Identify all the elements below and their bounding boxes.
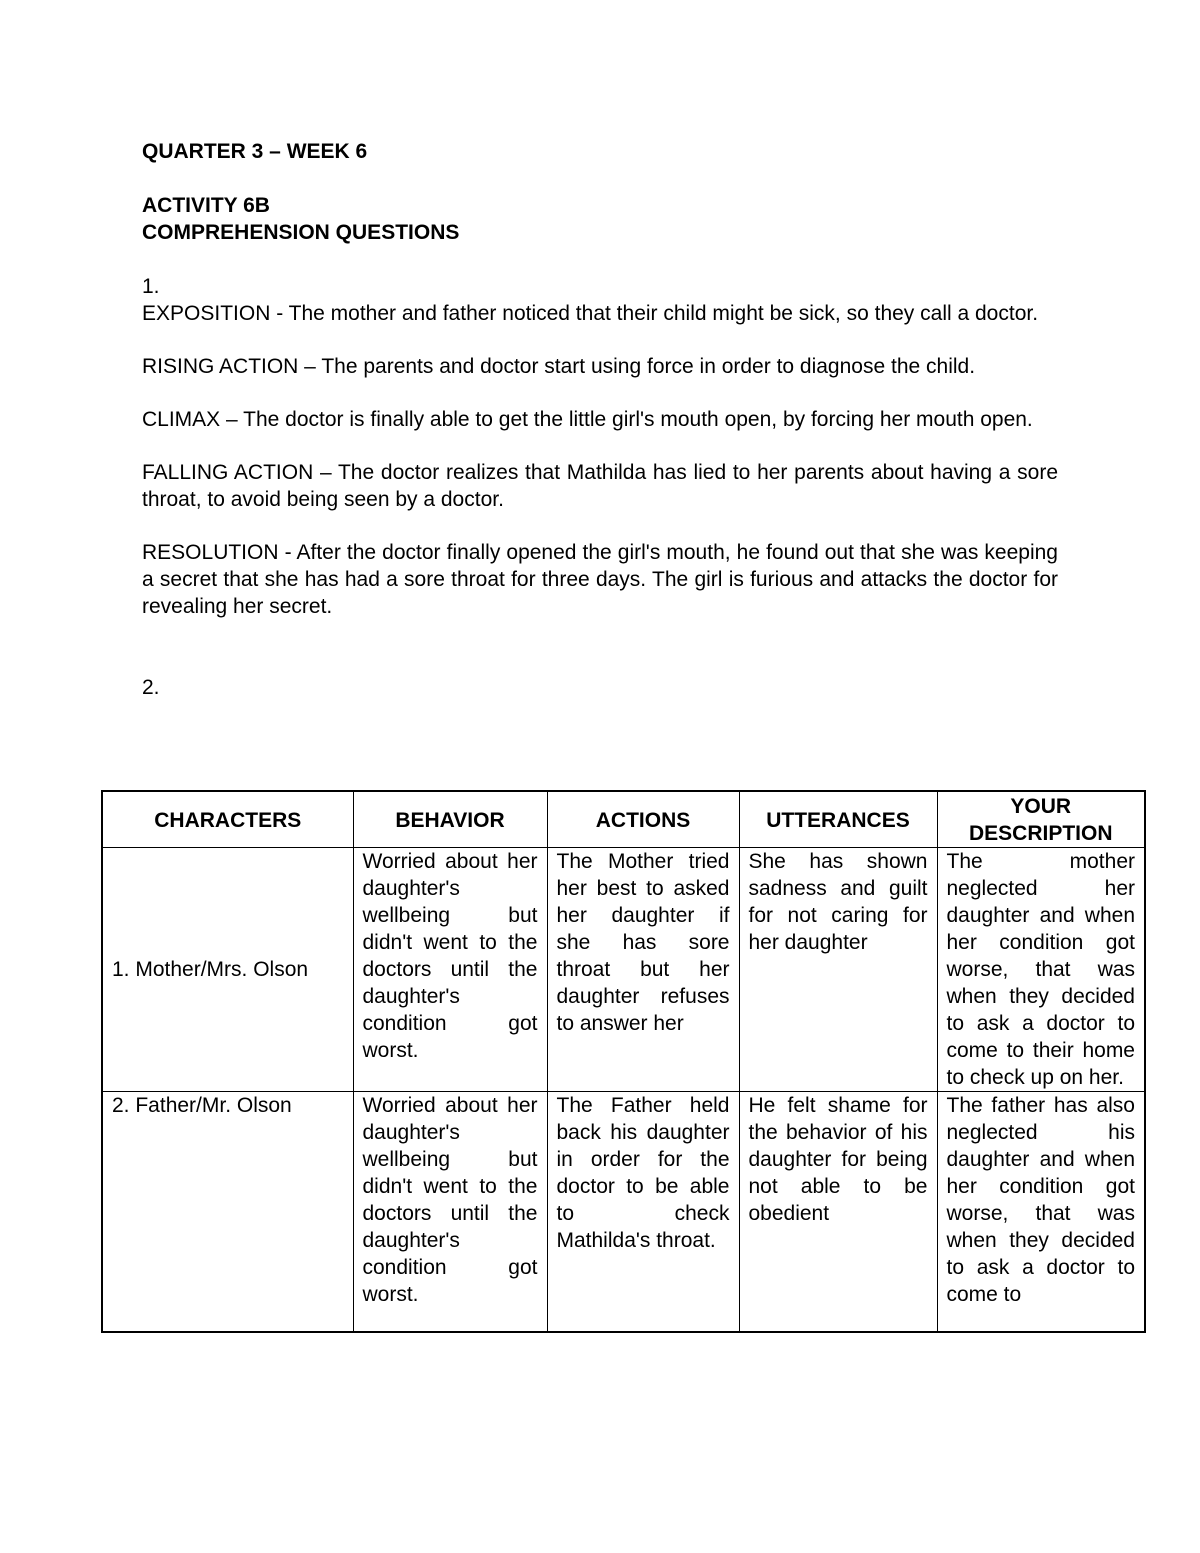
exposition-paragraph: EXPOSITION - The mother and father noticed that their child might be sick, so they call a doctor. bbox=[142, 302, 1039, 325]
question-2-number: 2. bbox=[142, 676, 160, 699]
header-actions: ACTIONS bbox=[547, 791, 739, 848]
rising-action-paragraph: RISING ACTION – The parents and doctor start using force in order to diagnose the child. bbox=[142, 355, 976, 378]
utterances-cell: She has shown sadness and guilt for not caring for her daughter bbox=[739, 848, 937, 1092]
utterances-cell: He felt shame for the behavior of his daughter for being not able to be obedient bbox=[739, 1092, 937, 1333]
table-header-row bbox=[102, 791, 1145, 848]
header-behavior: BEHAVIOR bbox=[353, 791, 547, 848]
actions-cell: The Mother tried her best to asked her daughter if she has sore throat but her daughter refuses to answer her bbox=[547, 848, 739, 1092]
header-description: YOUR DESCRIPTION bbox=[937, 791, 1145, 848]
description-cell: The mother neglected her daughter and when her condition got worse, that was when they decided to ask a doctor to come to their home to check up on her. bbox=[937, 848, 1145, 1092]
character-table bbox=[101, 790, 1146, 1333]
header-utterances: UTTERANCES bbox=[739, 791, 937, 848]
behavior-cell: Worried about her daughter's wellbeing but didn't went to the doctors until the daughter's condition got worst. bbox=[353, 1092, 547, 1333]
character-cell: 2. Father/Mr. Olson bbox=[102, 1092, 353, 1333]
behavior-cell: Worried about her daughter's wellbeing but didn't went to the doctors until the daughter's condition got worst. bbox=[353, 848, 547, 1092]
question-1-number: 1. bbox=[142, 275, 160, 298]
actions-cell: The Father held back his daughter in order for the doctor to be able to check Mathilda's throat. bbox=[547, 1092, 739, 1333]
subtitle-heading: COMPREHENSION QUESTIONS bbox=[142, 221, 460, 244]
table-row bbox=[102, 1092, 1145, 1333]
resolution-paragraph: RESOLUTION - After the doctor finally opened the girl's mouth, he found out that she was keeping a secret that she has had a sore throat for three days. The girl is furious and attacks the doctor for revealing her secret. bbox=[142, 541, 1058, 618]
activity-heading: ACTIVITY 6B bbox=[142, 194, 270, 217]
quarter-heading: QUARTER 3 – WEEK 6 bbox=[142, 140, 368, 163]
character-cell: 1. Mother/Mrs. Olson bbox=[102, 848, 353, 1092]
character-table-container bbox=[101, 790, 1144, 1333]
description-cell: The father has also neglected his daughter and when her condition got worse, that was when they decided to ask a doctor to come to bbox=[937, 1092, 1145, 1333]
document-body bbox=[142, 138, 1058, 701]
climax-paragraph: CLIMAX – The doctor is finally able to get the little girl's mouth open, by forcing her mouth open. bbox=[142, 408, 1033, 431]
table-row bbox=[102, 848, 1145, 1092]
header-characters: CHARACTERS bbox=[102, 791, 353, 848]
falling-action-paragraph: FALLING ACTION – The doctor realizes that Mathilda has lied to her parents about having a sore throat, to avoid being seen by a doctor. bbox=[142, 461, 1058, 511]
